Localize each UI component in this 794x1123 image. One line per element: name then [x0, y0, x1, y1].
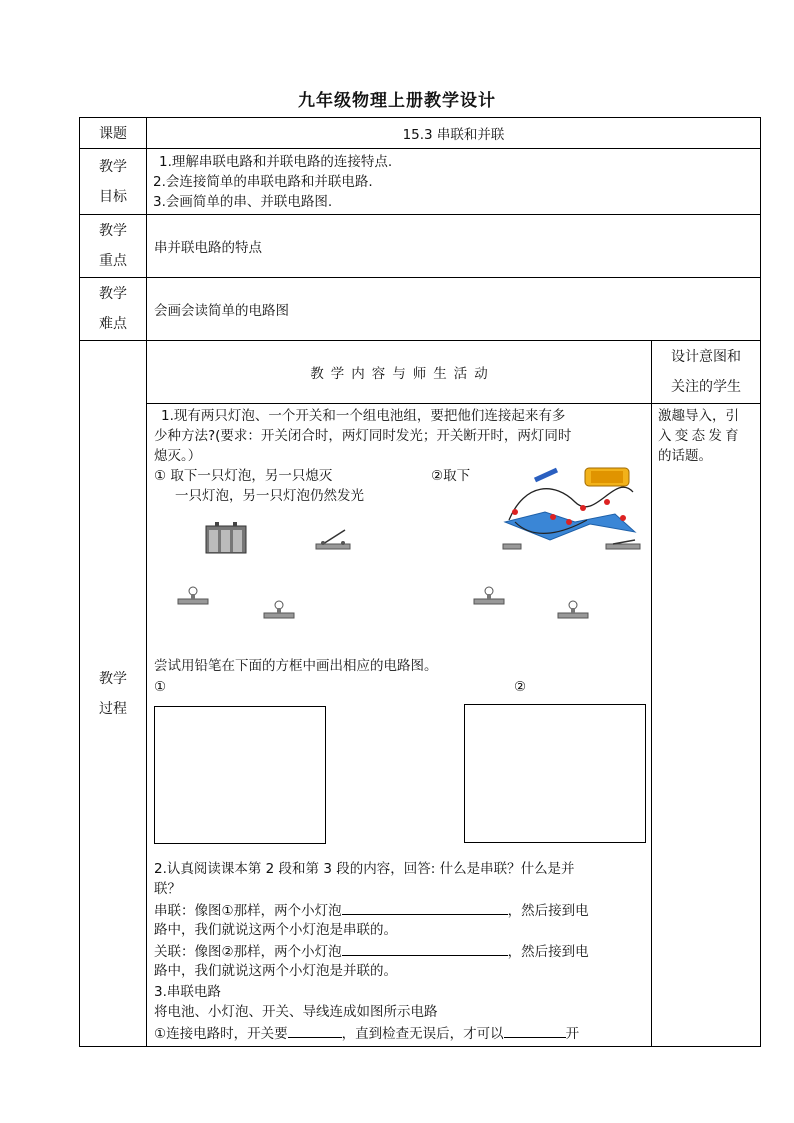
goal-line-2: 2.会连接简单的串联电路和并联电路. [153, 174, 373, 190]
lesson-table [79, 117, 761, 1047]
section3-title: 3.串联电路 [154, 984, 221, 1000]
series-text-a: 串联：像图①那样，两个小灯泡 [154, 903, 342, 919]
row-goals [80, 149, 761, 215]
intent-line-1: 激趣导入，引 [658, 408, 739, 424]
label-difficulty-2: 难点 [99, 316, 127, 332]
key-points-value: 串并联电路的特点 [147, 215, 761, 278]
row-headers [80, 341, 761, 404]
battery-pack-icon [205, 520, 247, 554]
document-title: 九年级物理上册教学设计 [298, 91, 496, 111]
bulb-holder-icon [473, 584, 505, 606]
switch-icon [502, 542, 522, 550]
goal-line-1: 1.理解串联电路和并联电路的连接特点. [159, 154, 393, 170]
s3-text-a: ①连接电路时，开关要 [154, 1026, 288, 1042]
drawing-box-1[interactable] [154, 706, 326, 844]
process-content [147, 404, 652, 1047]
label-goals [80, 149, 147, 215]
diagram-mark-2: ② [514, 679, 527, 695]
row-topic [80, 118, 761, 149]
difficulty-value: 会画会读简单的电路图 [147, 278, 761, 341]
bulb-holder-icon [263, 598, 295, 620]
s3-blank-1[interactable] [288, 1023, 342, 1038]
goal-line-3: 3.会画简单的串、并联电路图. [153, 194, 333, 210]
parallel-text-b: ，然后接到电 [507, 944, 589, 960]
intent-note [652, 404, 761, 1047]
q2-line-2: 联？ [154, 881, 181, 897]
draw-prompt: 尝试用铅笔在下面的方框中画出相应的电路图。 [154, 658, 438, 674]
label-key-1: 教学 [99, 223, 127, 239]
topic-value: 15.3 串联和并联 [147, 118, 761, 149]
series-line-2: 路中，我们就说这两个小灯泡是串联的。 [154, 922, 397, 938]
section3-question-1 [154, 1023, 647, 1044]
row-key-points [80, 215, 761, 278]
switch-icon [605, 536, 641, 550]
s3-text-b: ，直到检查无误后，才可以 [341, 1026, 504, 1042]
label-goals-1: 教学 [99, 158, 127, 175]
s3-blank-2[interactable] [504, 1023, 566, 1038]
drawing-box-2[interactable] [464, 704, 646, 843]
label-process-1: 教学 [99, 670, 127, 687]
header-intent-1: 设计意图和 [671, 349, 741, 365]
parallel-line-1 [154, 941, 647, 962]
parallel-line-2: 路中，我们就说这两个小灯泡是并联的。 [154, 963, 397, 979]
intent-line-3: 的话题。 [658, 448, 712, 464]
section3-line: 将电池、小灯泡、开关、导线连成如图所示电路 [154, 1004, 438, 1020]
label-key-2: 重点 [99, 253, 127, 269]
bulb-holder-icon [557, 598, 589, 620]
goals-content [147, 149, 761, 215]
option-2: ②取下 [431, 468, 471, 484]
series-blank[interactable] [342, 900, 508, 915]
circuit-photo [495, 462, 645, 542]
s3-text-c: 开 [565, 1026, 580, 1042]
row-difficulty [80, 278, 761, 341]
series-text-b: ，然后接到电 [507, 903, 589, 919]
label-difficulty-1: 教学 [99, 286, 127, 302]
intent-line-2: 入 变 态 发 育 [658, 428, 739, 444]
q1-line-1: 1.现有两只灯泡、一个开关和一个组电池组，要把他们连接起来有多 [161, 408, 566, 424]
row-process [80, 404, 761, 1047]
header-intent [652, 341, 761, 404]
parallel-text-a: 关联：像图②那样，两个小灯泡 [154, 944, 342, 960]
label-key [80, 215, 147, 278]
label-process [80, 341, 147, 1047]
q2-line-1: 2.认真阅读课本第 2 段和第 3 段的内容，回答: 什么是串联？什么是并 [154, 861, 575, 877]
series-line-1 [154, 900, 647, 921]
q1-line-3: 熄灭。） [154, 448, 202, 464]
option-continued: 一只灯泡，另一只灯泡仍然发光 [175, 488, 364, 504]
switch-icon [315, 528, 351, 550]
header-content: 教学内容与师生活动 [147, 341, 652, 404]
diagram-mark-1: ① [154, 679, 167, 695]
label-topic: 课题 [80, 118, 147, 149]
bulb-holder-icon [177, 584, 209, 606]
header-intent-2: 关注的学生 [671, 379, 741, 395]
label-difficulty [80, 278, 147, 341]
label-process-2: 过程 [99, 700, 127, 717]
parallel-blank[interactable] [342, 941, 508, 956]
label-goals-2: 目标 [99, 188, 127, 205]
q1-line-2: 少种方法?(要求：开关闭合时，两灯同时发光；开关断开时，两灯同时 [154, 428, 572, 444]
option-1: ① 取下一只灯泡，另一只熄灭 [154, 468, 333, 484]
